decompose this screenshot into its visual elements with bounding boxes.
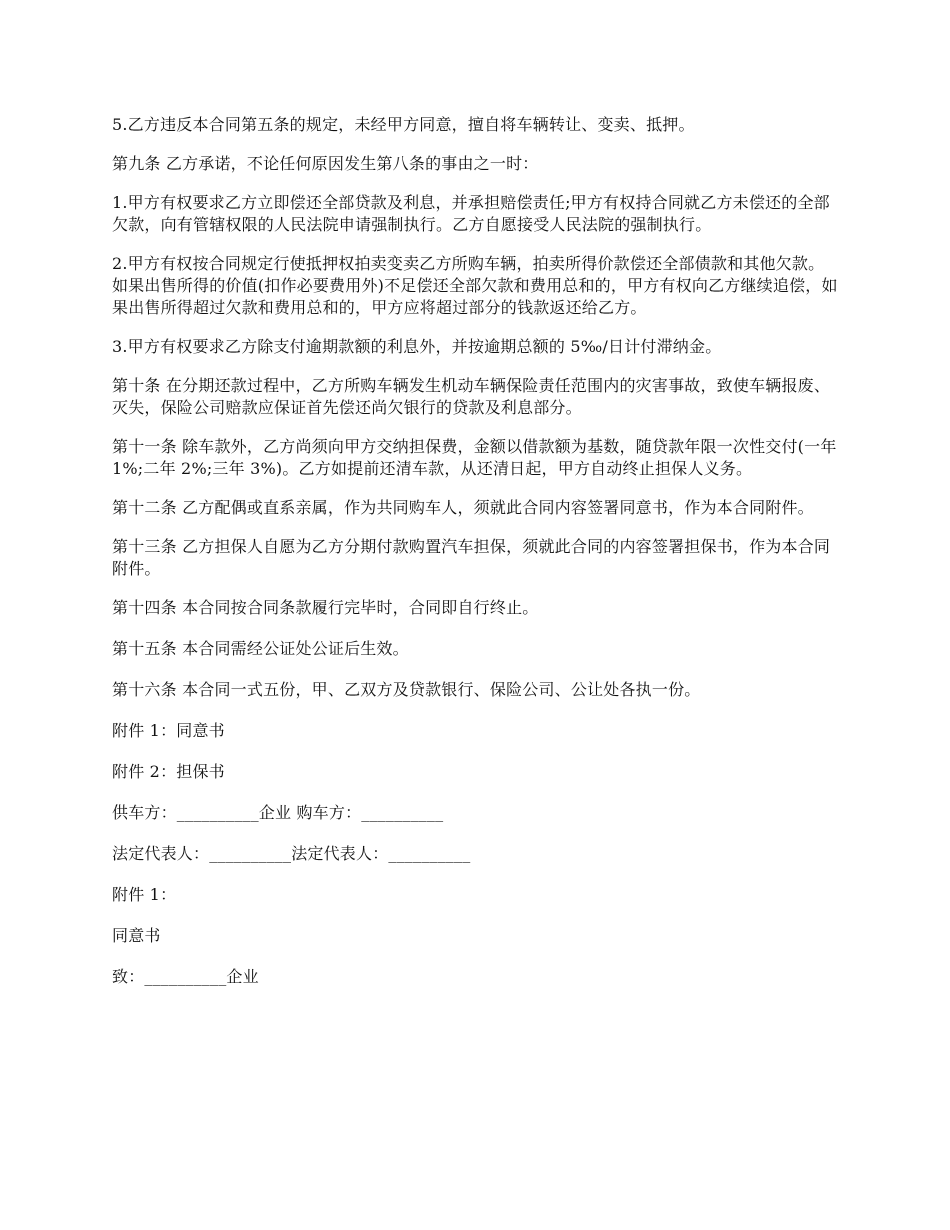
attachment-1-line: 附件 1：同意书 — [112, 721, 225, 740]
supplier-buyer-line: 供车方：__________企业 购车方：__________ — [112, 803, 444, 822]
article-15: 第十五条 本合同需经公证处公证后生效。 — [112, 639, 409, 658]
consent-letter-title: 同意书 — [112, 926, 161, 945]
article-11: 第十一条 除车款外，乙方尚须向甲方交纳担保费，金额以借款额为基数，随贷款年限一次性交付(一年 1%;二年 2%;三年 3%)。乙方如提前还清车款，从还清日起，甲方自动终止担保人义务。 — [112, 437, 837, 478]
article-13: 第十三条 乙方担保人自愿为乙方分期付款购置汽车担保，须就此合同的内容签署担保书，作为本合同附件。 — [112, 537, 831, 578]
article-14: 第十四条 本合同按合同条款履行完毕时，合同即自行终止。 — [112, 598, 539, 617]
article-9-item-3: 3.甲方有权要求乙方除支付逾期款额的利息外，并按逾期总额的 5‰/日计付滞纳金。 — [112, 337, 722, 356]
article-9-heading: 第九条 乙方承诺，不论任何原因发生第八条的事由之一时： — [112, 154, 539, 173]
addressee-line: 致：__________企业 — [112, 967, 259, 986]
document-page — [112, 114, 840, 1007]
article-10: 第十条 在分期还款过程中，乙方所购车辆发生机动车辆保险责任范围内的灾害事故，致使车辆报废、灭失，保险公司赔款应保证首先偿还尚欠银行的贷款及利息部分。 — [112, 376, 831, 417]
clause-5-breach: 5.乙方违反本合同第五条的规定，未经甲方同意，擅自将车辆转让、变卖、抵押。 — [112, 115, 695, 134]
article-9-item-2: 2.甲方有权按合同规定行使抵押权拍卖变卖乙方所购车辆，拍卖所得价款偿还全部债款和其他欠款。如果出售所得的价值(扣作必要费用外)不足偿还全部欠款和费用总和的，甲方有权向乙方继续追偿，如果出售所得超过欠款和费用总和的，甲方应将超过部分的钱款返还给乙方。 — [112, 254, 838, 317]
article-12: 第十二条 乙方配偶或直系亲属，作为共同购车人，须就此合同内容签署同意书，作为本合同附件。 — [112, 498, 814, 517]
legal-representatives-line: 法定代表人：__________法定代表人：__________ — [112, 844, 471, 863]
article-16: 第十六条 本合同一式五份，甲、乙双方及贷款银行、保险公司、公让处各执一份。 — [112, 680, 701, 699]
article-9-item-1: 1.甲方有权要求乙方立即偿还全部贷款及利息，并承担赔偿责任;甲方有权持合同就乙方未偿还的全部欠款，向有管辖权限的人民法院申请强制执行。乙方自愿接受人民法院的强制执行。 — [112, 193, 830, 234]
attachment-2-line: 附件 2：担保书 — [112, 762, 225, 781]
attachment-1-heading: 附件 1： — [112, 885, 177, 904]
